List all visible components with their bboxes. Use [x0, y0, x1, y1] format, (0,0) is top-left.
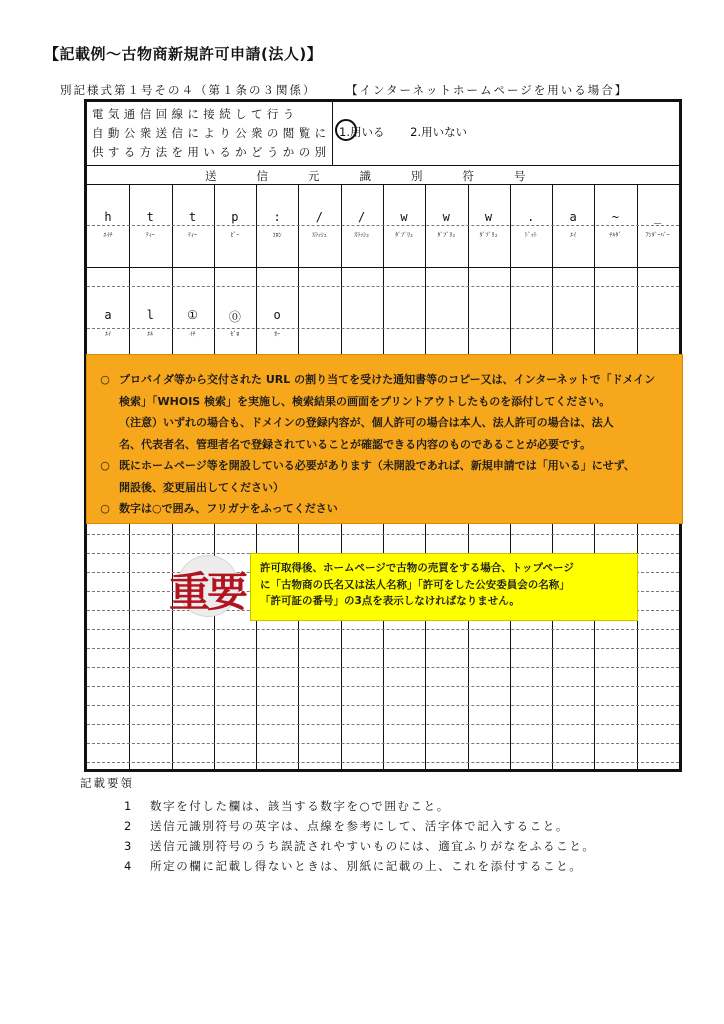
grid-row-line — [87, 648, 679, 649]
identifier-reading: ﾃｨｰ — [188, 232, 198, 239]
identifier-reading: ｴｲﾁ — [103, 232, 113, 239]
notice-line — [95, 455, 670, 477]
note-number: 2 — [124, 819, 133, 833]
notice-text: 既にホームページ等を開設している必要があります（未開設であれば、新規申請では「用いる」にせず、 — [119, 459, 635, 472]
identifier-reading: ｵｰ — [274, 331, 281, 338]
notice-line — [95, 434, 670, 456]
notice-text: （注意）いずれの場合も、ドメインの登録内容が、個人許可の場合は本人、法人許可の場合は、法人 — [119, 416, 614, 429]
identifier-reading: ﾀﾞﾌﾞﾘｭ — [479, 232, 498, 239]
identifier-char[interactable]: t — [146, 210, 154, 224]
grid-row-line — [87, 629, 679, 630]
bullet-mark: ○ — [100, 459, 110, 472]
identifier-reading: ｴｲ — [104, 331, 111, 338]
grid-row-line — [87, 705, 679, 706]
important-line: 「許可証の番号」の3点を表示しなければなりません。 — [260, 595, 520, 607]
form-number: 別記様式第１号その４（第１条の３関係） — [60, 83, 317, 97]
identifier-char[interactable]: / — [315, 210, 323, 224]
usage-question-line: 供する方法を用いるかどうかの別 — [92, 145, 331, 159]
identifier-reading: ｴｲ — [570, 232, 577, 239]
identifier-reading: ｽﾗｯｼｭ — [311, 232, 327, 239]
notice-line — [95, 498, 670, 520]
identifier-char[interactable]: _ — [654, 210, 662, 224]
identifier-char[interactable]: p — [231, 210, 239, 224]
identifier-char[interactable]: . — [527, 210, 535, 224]
identifier-char[interactable]: / — [358, 210, 366, 224]
note-text: 送信元識別符号の英字は、点線を参考にして、活字体で記入すること。 — [150, 819, 569, 833]
identifier-reading: ｱﾝﾀﾞｰﾊﾞｰ — [645, 232, 670, 239]
important-line: に「古物商の氏名又は法人名称」「許可をした公安委員会の名称」 — [260, 578, 570, 591]
grid-row-line — [87, 762, 679, 763]
bullet-mark: ○ — [100, 373, 110, 386]
grid-row-line — [87, 743, 679, 744]
identifier-header-row — [87, 166, 679, 185]
grid-row-line — [87, 686, 679, 687]
identifier-char[interactable]: l — [146, 308, 154, 322]
usage-question-label — [87, 102, 333, 166]
notice-text: 数字は○で囲み、フリガナをふってください — [119, 502, 338, 515]
identifier-reading: ｴﾙ — [147, 331, 154, 338]
note-item — [124, 818, 569, 834]
identifier-char[interactable]: ⓪ — [228, 310, 241, 324]
identifier-reading: ﾃｨｰ — [145, 232, 155, 239]
identifier-reading: ｲﾁ — [189, 331, 196, 338]
notice-line — [95, 369, 670, 391]
note-text: 所定の欄に記載し得ないときは、別紙に記載の上、これを添付すること。 — [150, 859, 583, 873]
note-number: 3 — [124, 839, 133, 853]
identifier-reading: ﾀﾞﾌﾞﾘｭ — [394, 232, 413, 239]
document-title: 【記載例～古物商新規許可申請(法人)】 — [44, 45, 323, 63]
identifier-reading: ﾄﾞｯﾄ — [524, 232, 537, 239]
bullet-mark: ○ — [100, 502, 110, 515]
selected-circle-mark — [335, 119, 357, 141]
identifier-char[interactable]: w — [400, 210, 408, 224]
usage-question-line: 電気通信回線に接続して行う — [92, 107, 299, 121]
grid-row-line — [87, 724, 679, 725]
grid-row-line — [87, 534, 679, 535]
important-badge-label: 重要 — [169, 568, 245, 616]
identifier-char[interactable]: a — [104, 308, 112, 322]
usage-question-row — [87, 102, 679, 166]
identifier-char[interactable]: w — [484, 210, 493, 224]
notice-text: 開設後、変更届出してください） — [119, 480, 284, 494]
note-number: 4 — [124, 859, 133, 873]
usage-choices — [339, 124, 467, 140]
identifier-reading: ｺﾛﾝ — [272, 232, 282, 239]
grid-row-line — [87, 225, 679, 226]
identifier-char[interactable]: t — [188, 210, 197, 224]
form-scope: 【インターネットホームページを用いる場合】 — [346, 83, 629, 97]
grid-row-line — [87, 286, 679, 287]
note-text: 送信元識別符号のうち誤読されやすいものには、適宜ふりがなをふること。 — [150, 839, 596, 853]
identifier-char[interactable]: : — [273, 210, 281, 224]
identifier-reading: ﾀﾞﾌﾞﾘｭ — [437, 232, 456, 239]
identifier-reading: ﾁﾙﾀﾞ — [609, 232, 622, 239]
note-item — [124, 858, 582, 874]
identifier-char[interactable]: ① — [187, 308, 198, 322]
notice-line — [95, 477, 670, 499]
identifier-reading: ﾋﾟｰ — [230, 232, 240, 239]
notice-line — [95, 412, 670, 434]
identifier-char[interactable]: a — [569, 210, 577, 224]
notes-title: 記載要領 — [80, 776, 134, 790]
identifier-char[interactable]: h — [104, 210, 112, 224]
identifier-reading: ｾﾞﾛ — [230, 331, 240, 338]
note-item — [124, 798, 450, 814]
important-line: 許可取得後、ホームページで古物の売買をする場合、トップページ — [260, 562, 574, 574]
important-badge — [163, 553, 259, 617]
choice-use[interactable] — [339, 124, 384, 140]
identifier-char[interactable]: w — [442, 210, 450, 224]
usage-question-line: 自動公衆送信により公衆の閲覧に — [92, 126, 331, 140]
choice-not-use[interactable]: 2.用いない — [410, 125, 468, 139]
important-box — [250, 553, 638, 621]
notice-line — [95, 391, 670, 413]
notice-text: 検索」「WHOIS 検索」を実施し、検索結果の画面をプリントアウトしたものを添付してください。 — [119, 394, 611, 408]
note-text: 数字を付した欄は、該当する数字を○で囲むこと。 — [150, 799, 450, 813]
identifier-char[interactable]: o — [273, 308, 281, 322]
notice-text: 名、代表者名、管理者名で登録されていることが確認できる内容のものであることが必要です。 — [119, 437, 592, 451]
choice-use-label: 1.用いる — [339, 125, 385, 139]
identifier-header: 送信元識別符号 — [205, 169, 566, 183]
notice-box — [86, 354, 683, 524]
identifier-char[interactable]: ~ — [611, 210, 619, 224]
grid-row-line — [87, 267, 679, 268]
identifier-reading: ｽﾗｯｼｭ — [354, 232, 370, 239]
notice-text: プロバイダ等から交付された URL の割り当てを受けた通知書等のコピー又は、インターネットで「ドメイン — [119, 373, 656, 386]
note-item — [124, 838, 595, 854]
grid-row-line — [87, 667, 679, 668]
note-number: 1 — [124, 799, 133, 813]
